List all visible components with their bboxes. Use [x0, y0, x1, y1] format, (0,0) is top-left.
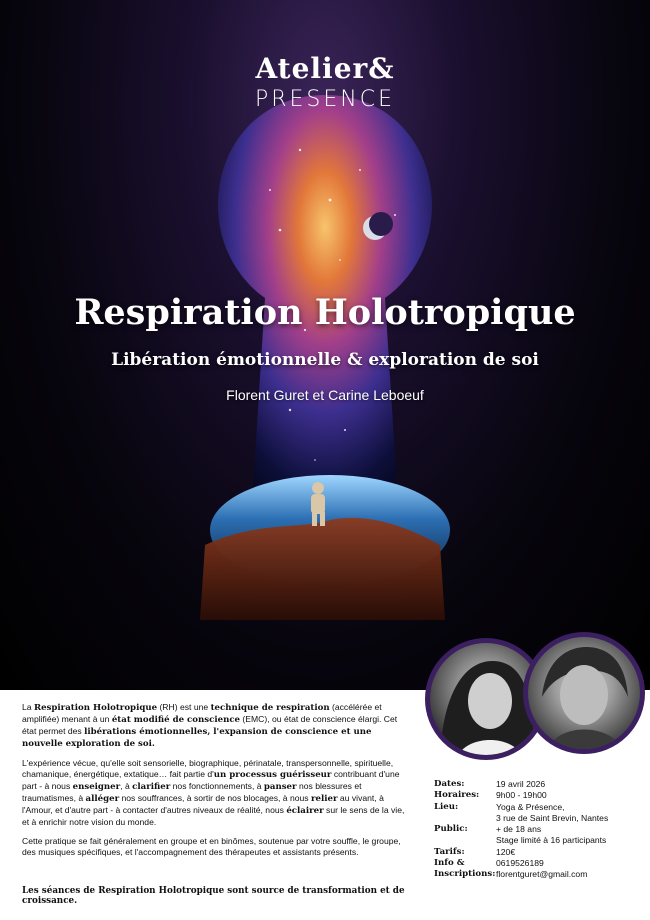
p1-run-7: libérations émotionnelles, l'expansion de conscience et une nouvelle exploration de soi. — [22, 727, 372, 749]
p2-run-7: panser — [263, 782, 297, 792]
avatar-florent — [523, 632, 645, 754]
page-subtitle: Libération émotionnelle & exploration de soi — [111, 350, 539, 370]
p2-run-8: nos blessures et traumatismes, à — [22, 781, 362, 803]
event-info — [434, 779, 644, 881]
p1-run-0: La — [22, 702, 34, 712]
info-row-price — [434, 847, 644, 858]
place-label: Lieu: — [434, 801, 459, 812]
dates-label: Dates: — [434, 779, 465, 789]
p1-run-2: (RH) est une — [157, 702, 211, 712]
p2-run-10: nos souffrances, à sortir de nos blocages, à nous — [119, 793, 311, 803]
p2-run-1: un processus guérisseur — [213, 770, 332, 780]
p2-run-4: , à — [120, 781, 133, 791]
price-label: Tarifs: — [434, 846, 465, 857]
public-line-2: Stage limité à 16 participants — [496, 835, 607, 846]
hours-label: Horaires: — [434, 790, 480, 801]
dates-value: 19 avril 2026 — [496, 779, 546, 789]
place-line-2: 3 rue de Saint Brevin, Nantes — [496, 812, 609, 823]
description-paragraph-3: Cette pratique se fait généralement en groupe et en binômes, soutenue par votre souffle, le groupe, des musiques spécifiques, et l'accompagnement des thérapeutes et assistants présents. — [22, 836, 401, 857]
p2-run-0: L'expérience vécue, qu'elle soit sensorielle, biographique, périnatale, transpersonnelle, spirituelle, chamanique, énergétique, extatique… fait partie d' — [22, 758, 394, 779]
p2-run-14: sur le sens de la vie, et à enrichir notre vision du monde. — [22, 805, 405, 827]
p1-run-5: état modifié de conscience — [111, 715, 241, 725]
p2-run-11: relier — [311, 794, 338, 804]
info-row-hours — [434, 790, 644, 801]
p2-run-12: au vivant, à l'Amour, et d'autre part - à contacter d'autres niveaux de réalité, nous — [22, 793, 384, 815]
brand-line-1: Atelier& — [255, 52, 395, 85]
place-line-1: Yoga & Présence, — [496, 801, 565, 812]
p1-run-1: Respiration Holotropique — [33, 703, 158, 713]
p1-run-4: (accélérée et amplifiée) menant à un — [22, 702, 382, 724]
therapist-photos — [425, 632, 635, 760]
info-row-dates — [434, 779, 644, 790]
description — [22, 702, 410, 866]
public-value — [496, 824, 644, 847]
p2-run-5: clarifier — [132, 782, 171, 792]
description-paragraph-1 — [22, 702, 410, 750]
info-row-contact-phone — [434, 858, 644, 869]
authors-line: Florent Guret et Carine Leboeuf — [226, 387, 424, 403]
p2-run-13: éclairer — [286, 806, 324, 816]
brand-line-2: PRESENCE — [254, 87, 396, 112]
p2-run-6: nos fonctionnements, à — [170, 781, 264, 791]
info-row-place — [434, 802, 644, 825]
info-row-contact-email — [434, 869, 644, 880]
closing-statement: Les séances de Respiration Holotropique sont source de transformation et de croissance. — [22, 886, 405, 906]
page-title: Respiration Holotropique — [74, 292, 576, 333]
p2-run-3: enseigner — [72, 782, 121, 792]
description-paragraph-2 — [22, 758, 410, 828]
contact-label-1: Info & — [434, 858, 465, 869]
price-value: 120€ — [496, 846, 516, 857]
p1-run-3: technique de respiration — [210, 703, 330, 713]
contact-phone[interactable]: 0619526189 — [496, 858, 544, 869]
place-value — [496, 802, 644, 825]
contact-email[interactable]: florentguret@gmail.com — [496, 869, 588, 880]
brand-logo — [0, 52, 650, 112]
p2-run-9: alléger — [85, 794, 120, 804]
public-line-1: + de 18 ans — [496, 824, 542, 835]
public-label: Public: — [434, 824, 468, 835]
contact-label-2: Inscriptions: — [434, 869, 496, 880]
info-row-public — [434, 824, 644, 847]
p2-run-2: contribuant d'une part - à nous — [22, 769, 400, 791]
p1-run-6: (EMC), ou état de conscience élargi. Cet état permet des — [22, 714, 398, 736]
hours-value: 9h00 - 19h00 — [496, 790, 547, 801]
